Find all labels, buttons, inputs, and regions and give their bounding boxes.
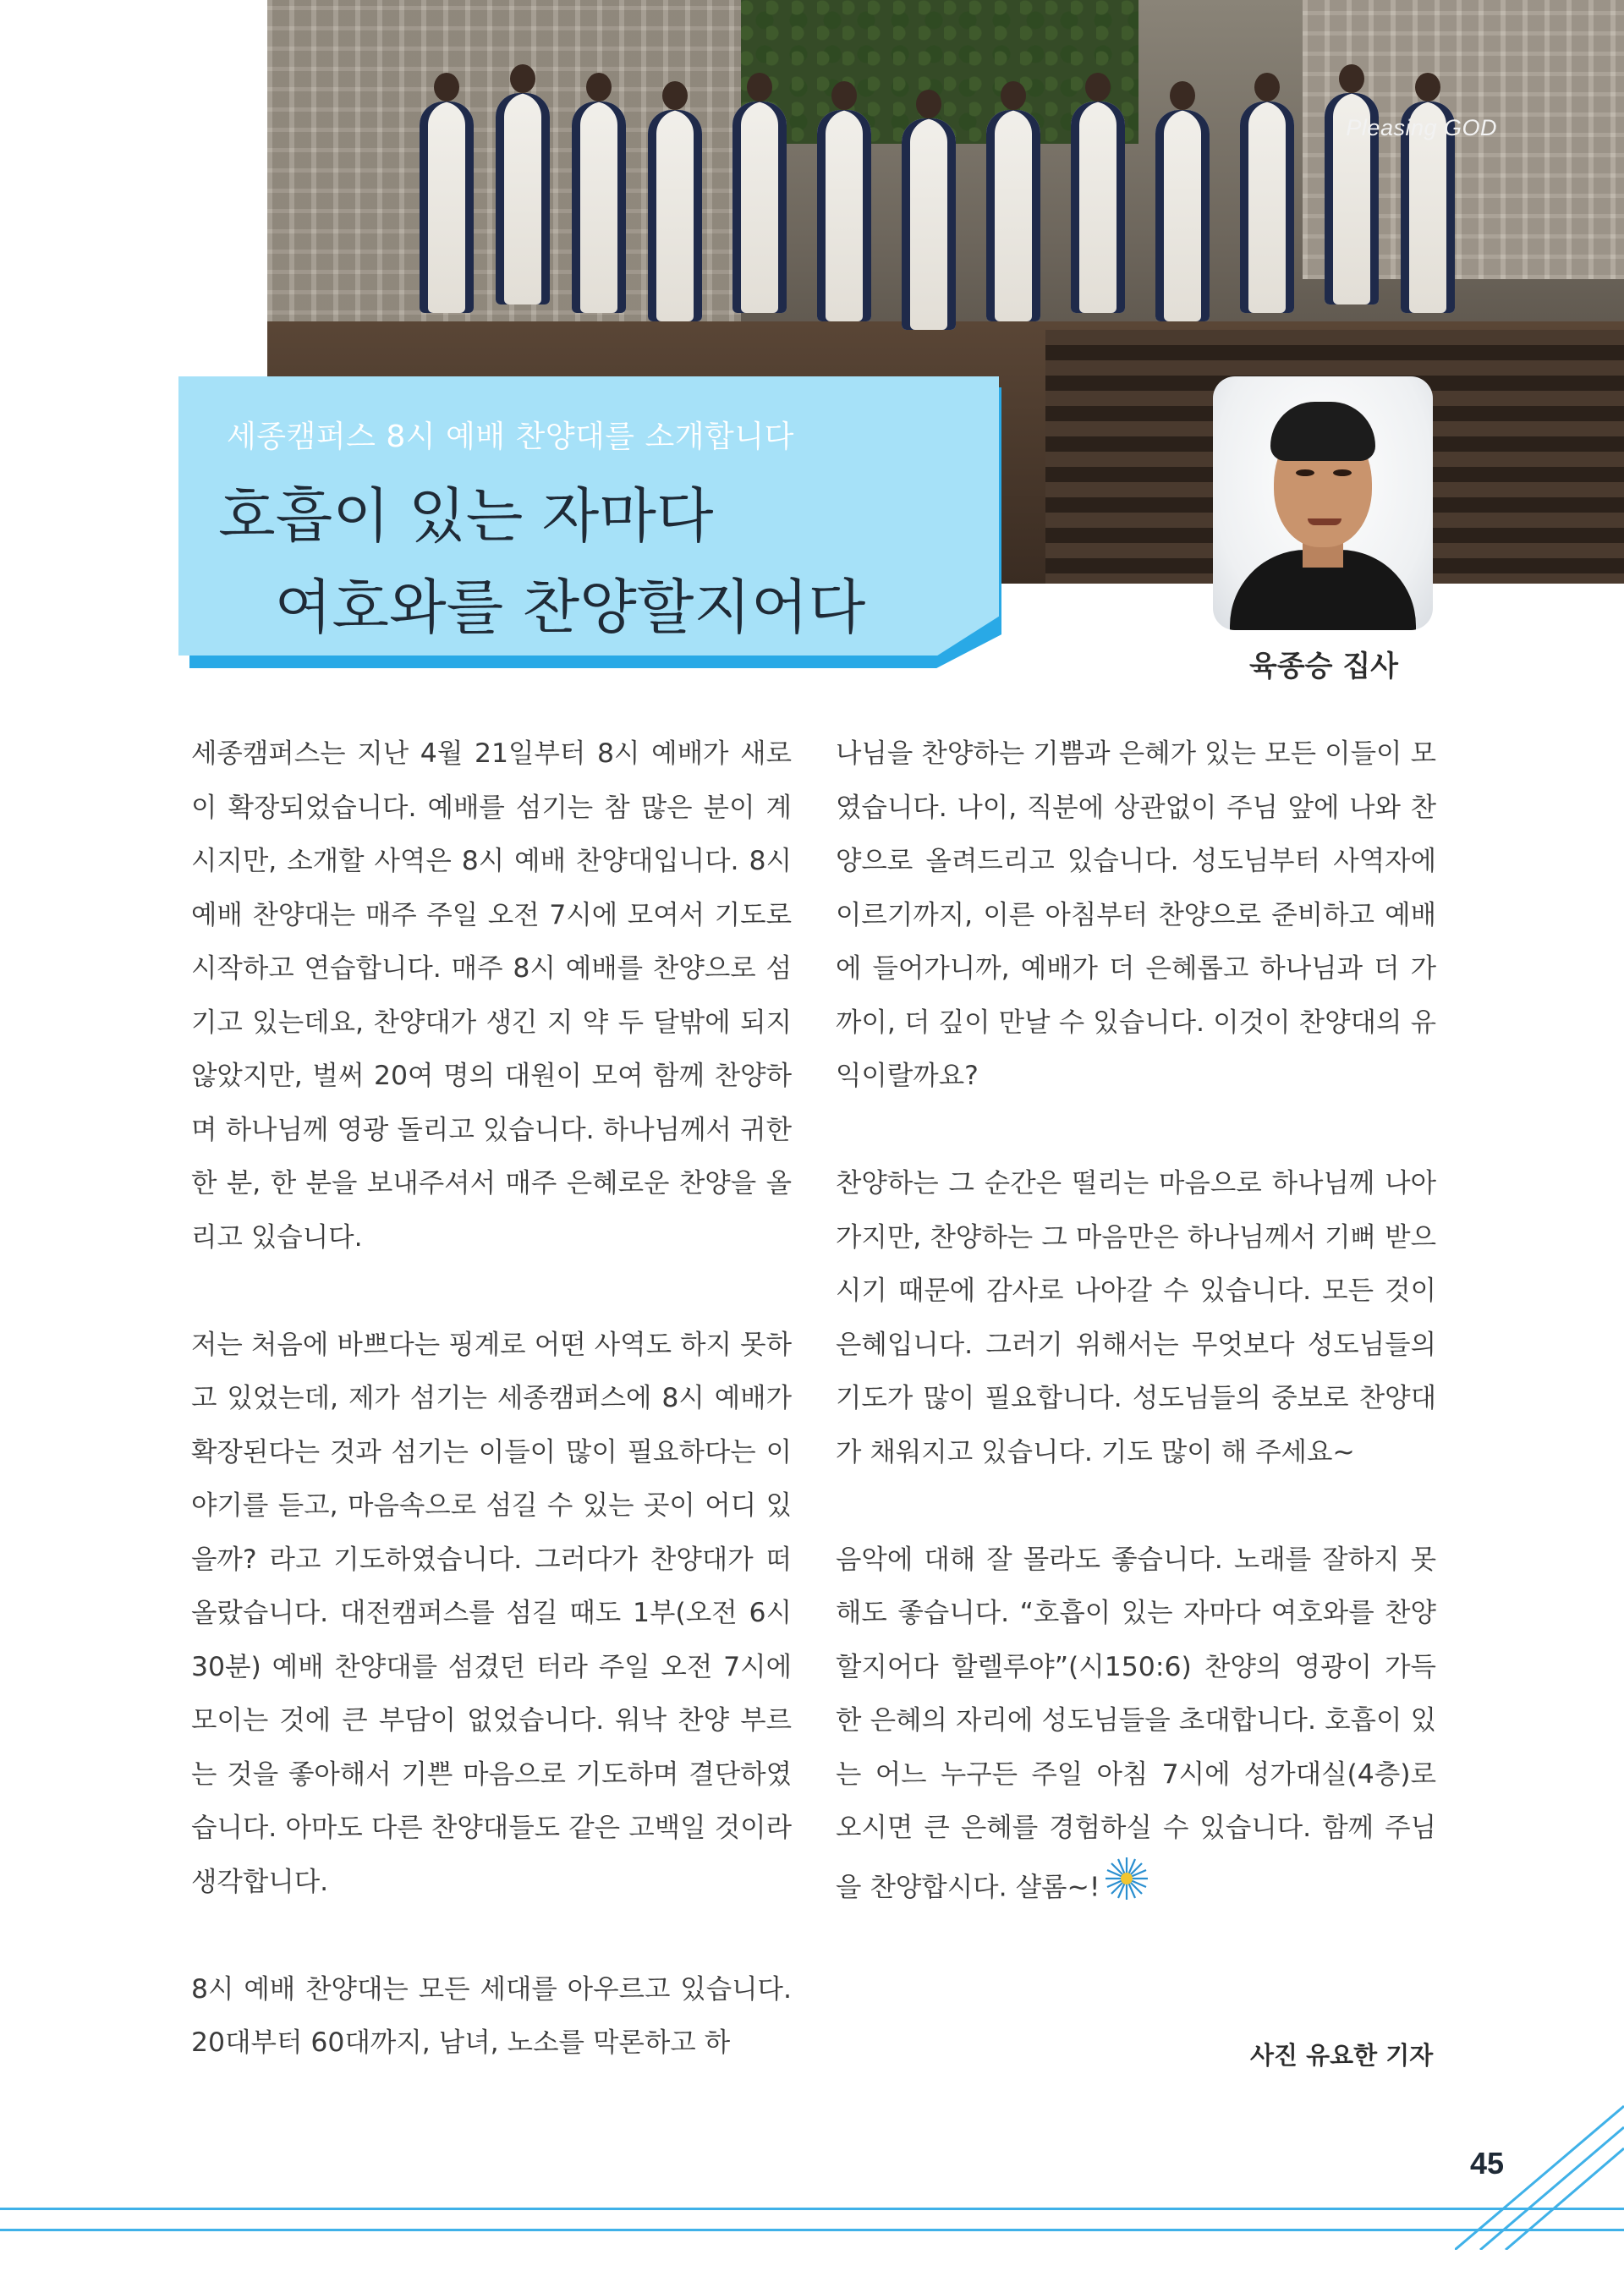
- portrait-mouth: [1308, 518, 1341, 525]
- choir-singer: [572, 101, 626, 313]
- paragraph: [836, 1533, 1436, 1921]
- photo-credit: 사진 유요한 기자: [1250, 2041, 1434, 2070]
- choir-singer: [496, 93, 550, 304]
- article-column-left: [191, 727, 792, 2124]
- author-portrait: [1213, 376, 1433, 630]
- author-name: 육종승 집사: [1248, 650, 1399, 683]
- choir-singer: [420, 101, 474, 313]
- footer-rule: [0, 2208, 1624, 2210]
- choir-singer: [1071, 101, 1125, 313]
- paragraph: 찬양하는 그 순간은 떨리는 마음으로 하나님께 나아가지만, 찬양하는 그 마음만은 하나님께서 기뻐 받으시기 때문에 감사로 나아갈 수 있습니다. 모든 것이 은혜입니다. 그러기 위해서는 무엇보다 성도님들의 기도가 많이 필요합니다. 성도님들의 중보로 찬양대가 채워지고 있습니다. 기도 많이 해 주세요~: [836, 1168, 1436, 1467]
- star-burst-icon: [1104, 1856, 1149, 1921]
- choir-singer: [1240, 101, 1294, 313]
- choir-singer: [902, 118, 956, 330]
- photo-caption: Pleasing GOD: [1346, 115, 1497, 140]
- paragraph: 저는 처음에 바쁘다는 핑계로 어떤 사역도 하지 못하고 있었는데, 제가 섬기는 세종캠퍼스에 8시 예배가 확장된다는 것과 섬기는 이들이 많이 필요하다는 이야기를 듣고, 마음속으로 섬길 수 있는 곳이 어디 있을까? 라고 기도하였습니다. 그러다가 찬양대가 떠올랐습니다. 대전캠퍼스를 섬길 때도 1부(오전 6시 30분) 예배 찬양대를 섬겼던 터라 주일 오전 7시에 모이는 것에 큰 부담이 없었습니다. 워낙 찬양 부르는 것을 좋아해서 기쁜 마음으로 기도하며 결단하였습니다. 아마도 다른 찬양대들도 같은 고백일 것이라 생각합니다.: [191, 1329, 792, 1897]
- paragraph: 8시 예배 찬양대는 모든 세대를 아우르고 있습니다. 20대부터 60대까지, 남녀, 노소를 막론하고 하: [191, 1973, 792, 2058]
- article-column-right: [836, 727, 1436, 1974]
- portrait-hair: [1270, 402, 1375, 461]
- choir-singer: [648, 110, 702, 321]
- choir-singer: [986, 110, 1040, 321]
- footer-rule: [0, 2229, 1624, 2231]
- page-number: 45: [1470, 2146, 1505, 2181]
- footer-corner-lines: [1455, 2098, 1624, 2250]
- paragraph-text: 음악에 대해 잘 몰라도 좋습니다. 노래를 잘하지 못해도 좋습니다. “호흡이 있는 자마다 여호와를 찬양할지어다 할렐루야”(시150:6) 찬양의 영광이 가득한 은혜의 자리에 성도님들을 초대합니다. 호흡이 있는 어느 누구든 주일 아침 7시에 성가대실(4층)로 오시면 큰 은혜를 경험하실 수 있습니다. 함께 주님을 찬양합시다. 샬롬~!: [836, 1544, 1436, 1902]
- portrait-eye: [1333, 469, 1352, 476]
- choir-singer: [732, 101, 787, 313]
- article-kicker: 세종캠퍼스 8시 예배 찬양대를 소개합니다: [227, 420, 794, 454]
- headline-line-2: 여호와를 찬양할지어다: [218, 573, 866, 642]
- choir-singer: [1155, 110, 1210, 321]
- paragraph: 나님을 찬양하는 기쁨과 은혜가 있는 모든 이들이 모였습니다. 나이, 직분에 상관없이 주님 앞에 나와 찬양으로 올려드리고 있습니다. 성도님부터 사역자에 이르기까지, 이른 아침부터 찬양으로 준비하고 예배에 들어가니까, 예배가 더 은혜롭고 하나님과 더 가까이, 더 깊이 만날 수 있습니다. 이것이 찬양대의 유익이랄까요?: [836, 738, 1436, 1091]
- portrait-eye: [1296, 469, 1314, 476]
- article-headline: [218, 470, 865, 653]
- headline-line-1: 호흡이 있는 자마다: [218, 481, 714, 551]
- paragraph: 세종캠퍼스는 지난 4월 21일부터 8시 예배가 새로이 확장되었습니다. 예배를 섬기는 참 많은 분이 계시지만, 소개할 사역은 8시 예배 찬양대입니다. 8시 예배 찬양대는 매주 주일 오전 7시에 모여서 기도로 시작하고 연습합니다. 매주 8시 예배를 찬양으로 섬기고 있는데요, 찬양대가 생긴 지 약 두 달밖에 되지 않았지만, 벌써 20여 명의 대원이 모여 함께 찬양하며 하나님께 영광 돌리고 있습니다. 하나님께서 귀한 한 분, 한 분을 보내주셔서 매주 은혜로운 찬양을 올리고 있습니다.: [191, 738, 792, 1253]
- choir-singer: [817, 110, 871, 321]
